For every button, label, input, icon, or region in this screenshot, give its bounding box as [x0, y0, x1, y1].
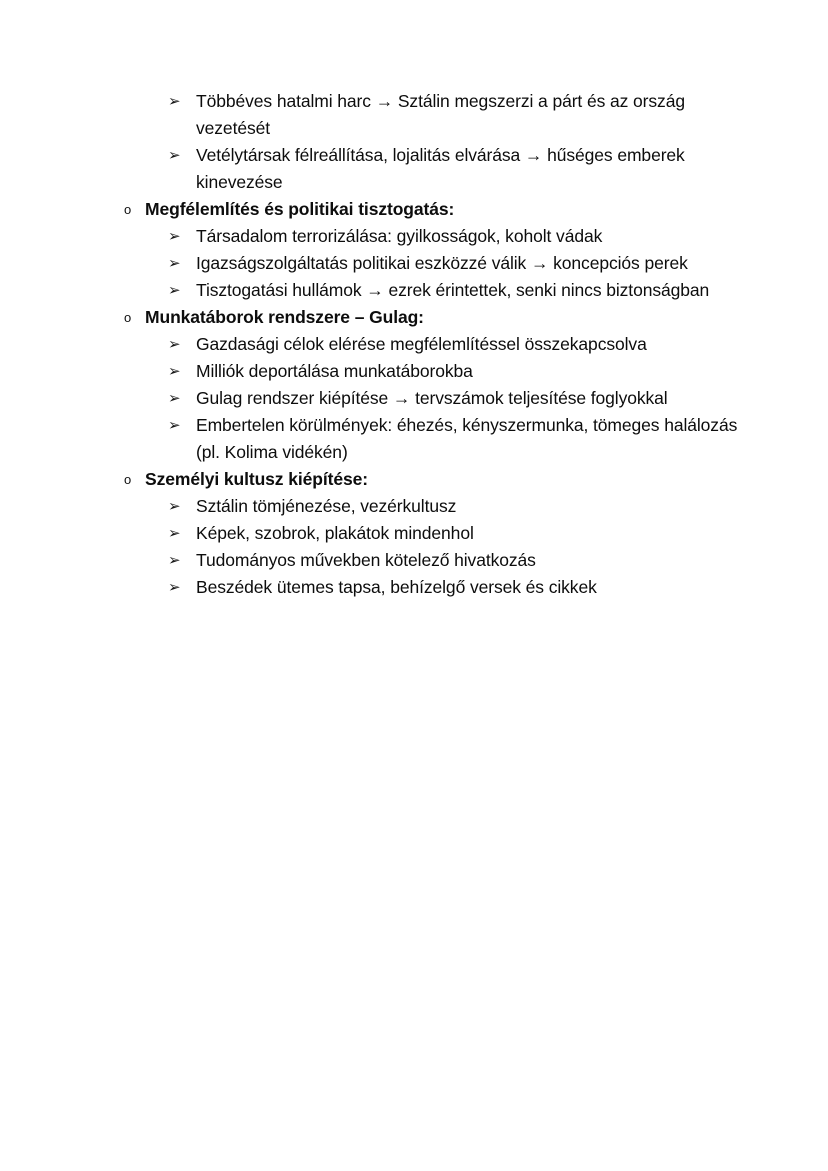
arrowhead-bullet-icon: ➢ [168, 362, 181, 380]
arrowhead-bullet-icon: ➢ [168, 524, 181, 542]
arrowhead-bullet-icon: ➢ [168, 578, 181, 596]
outline-bullet-text: Gazdasági célok elérése megfélemlítéssel összekapcsolva [196, 334, 647, 354]
outline-heading-item [0, 304, 828, 331]
outline-bullet-item [0, 574, 828, 601]
outline-bullet-item [0, 520, 828, 547]
arrowhead-bullet-icon: ➢ [168, 416, 181, 434]
outline-bullet-item [0, 331, 828, 358]
outline-bullet-item [0, 277, 828, 304]
outline-bullet-text: Vetélytársak félreállítása, lojalitás elvárása → hűséges emberek kinevezése [196, 145, 685, 192]
circle-bullet-icon: o [124, 202, 132, 217]
arrowhead-bullet-icon: ➢ [168, 281, 181, 299]
arrowhead-bullet-icon: ➢ [168, 497, 181, 515]
outline-bullet-item [0, 358, 828, 385]
outline-bullet-text: Társadalom terrorizálása: gyilkosságok, koholt vádak [196, 226, 603, 246]
outline-bullet-item [0, 412, 828, 466]
outline-heading-item [0, 196, 828, 223]
arrowhead-bullet-icon: ➢ [168, 146, 181, 164]
outline-bullet-text: Képek, szobrok, plakátok mindenhol [196, 523, 474, 543]
outline-bullet-text: Milliók deportálása munkatáborokba [196, 361, 473, 381]
arrowhead-bullet-icon: ➢ [168, 335, 181, 353]
outline-bullet-item [0, 547, 828, 574]
outline-bullet-text: Sztálin tömjénezése, vezérkultusz [196, 496, 457, 516]
outline-bullet-text: Gulag rendszer kiépítése → tervszámok teljesítése foglyokkal [196, 388, 668, 408]
outline-heading-item [0, 466, 828, 493]
outline-bullet-text: Beszédek ütemes tapsa, behízelgő versek és cikkek [196, 577, 597, 597]
outline-bullet-item [0, 142, 828, 196]
outline-bullet-item [0, 385, 828, 412]
outline-bullet-item [0, 223, 828, 250]
outline-bullet-item [0, 250, 828, 277]
outline-bullet-item [0, 88, 828, 142]
outline-bullet-text: Többéves hatalmi harc → Sztálin megszerzi a párt és az ország vezetését [196, 91, 685, 138]
arrowhead-bullet-icon: ➢ [168, 551, 181, 569]
outline-bullet-text: Embertelen körülmények: éhezés, kényszermunka, tömeges halálozás (pl. Kolima vidékén) [196, 415, 738, 462]
arrowhead-bullet-icon: ➢ [168, 92, 181, 110]
circle-bullet-icon: o [124, 472, 132, 487]
outline-bullet-item [0, 493, 828, 520]
outline-bullet-text: Igazságszolgáltatás politikai eszközzé válik → koncepciós perek [196, 253, 688, 273]
arrowhead-bullet-icon: ➢ [168, 389, 181, 407]
outline-bullet-text: Tudományos művekben kötelező hivatkozás [196, 550, 536, 570]
outline-heading-text: Személyi kultusz kiépítése: [145, 469, 368, 489]
circle-bullet-icon: o [124, 310, 132, 325]
outline-list [0, 88, 828, 601]
outline-bullet-text: Tisztogatási hullámok → ezrek érintettek, senki nincs biztonságban [196, 280, 710, 300]
arrowhead-bullet-icon: ➢ [168, 254, 181, 272]
arrowhead-bullet-icon: ➢ [168, 227, 181, 245]
outline-heading-text: Megfélemlítés és politikai tisztogatás: [145, 199, 455, 219]
outline-heading-text: Munkatáborok rendszere – Gulag: [145, 307, 424, 327]
